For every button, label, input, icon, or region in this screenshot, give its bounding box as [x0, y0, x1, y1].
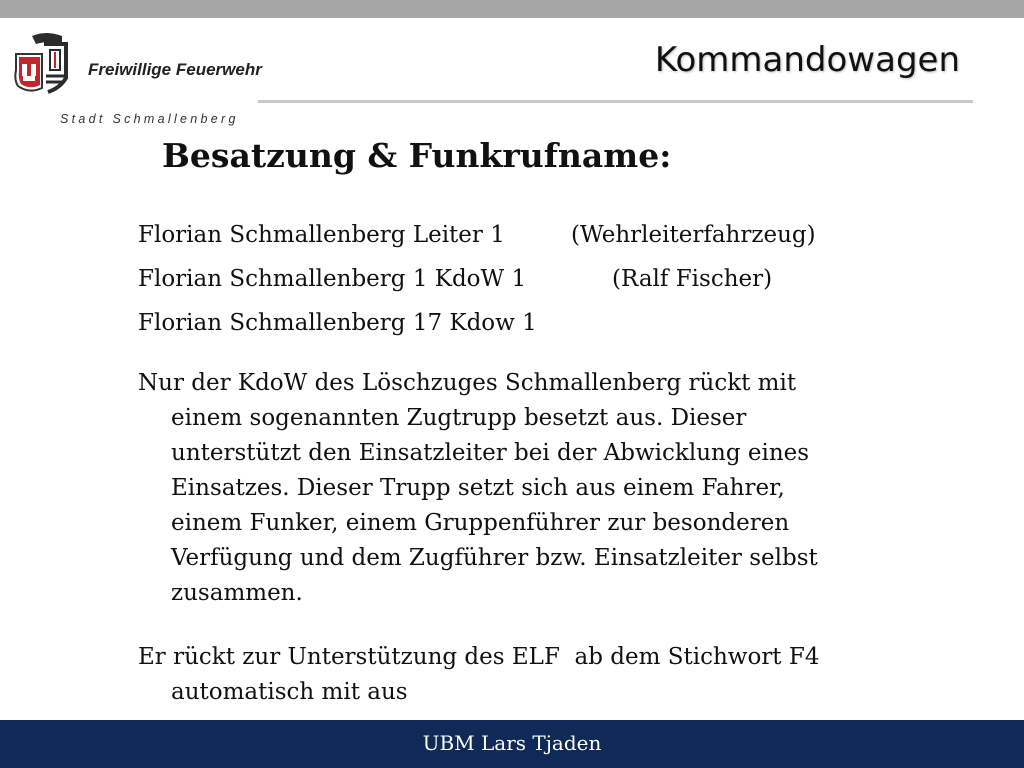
paragraph-line: Verfügung und dem Zugführer bzw. Einsatzleiter selbst	[171, 545, 818, 571]
title-divider	[258, 100, 973, 103]
org-name: Freiwillige Feuerwehr	[88, 60, 262, 79]
list-item	[138, 222, 898, 266]
radio-call-note: (Ralf Fischer)	[612, 266, 773, 292]
radio-call-name: Florian Schmallenberg 1 KdoW 1	[138, 266, 527, 292]
footer-bar	[0, 720, 1024, 768]
list-item	[138, 310, 898, 354]
page-title: Kommandowagen	[654, 40, 960, 80]
paragraph-line: Nur der KdoW des Löschzuges Schmallenberg rückt mit	[138, 370, 797, 396]
footer-author: UBM Lars Tjaden	[422, 731, 602, 755]
paragraph-line: Er rückt zur Unterstützung des ELF ab dem Stichwort F4	[138, 644, 820, 670]
paragraph-line: einem sogenannten Zugtrupp besetzt aus. Dieser	[171, 405, 747, 431]
description-paragraph	[138, 366, 938, 611]
logo	[10, 30, 262, 126]
radio-call-note: (Wehrleiterfahrzeug)	[571, 222, 816, 248]
paragraph-line: zusammen.	[171, 580, 303, 606]
paragraph-line: einem Funker, einem Gruppenführer zur besonderen	[171, 510, 790, 536]
fire-brigade-crest-icon	[10, 30, 74, 96]
radio-call-list	[138, 222, 898, 354]
list-item	[138, 266, 898, 310]
alarm-paragraph	[138, 640, 938, 710]
paragraph-line: Einsatzes. Dieser Trupp setzt sich aus einem Fahrer,	[171, 475, 785, 501]
top-bar	[0, 0, 1024, 18]
paragraph-line: automatisch mit aus	[171, 679, 408, 705]
radio-call-name: Florian Schmallenberg 17 Kdow 1	[138, 310, 537, 336]
paragraph-line: unterstützt den Einsatzleiter bei der Abwicklung eines	[171, 440, 810, 466]
radio-call-name: Florian Schmallenberg Leiter 1	[138, 222, 505, 248]
slide-subtitle: Besatzung & Funkrufname:	[162, 136, 672, 175]
org-city: Stadt Schmallenberg	[60, 112, 239, 126]
